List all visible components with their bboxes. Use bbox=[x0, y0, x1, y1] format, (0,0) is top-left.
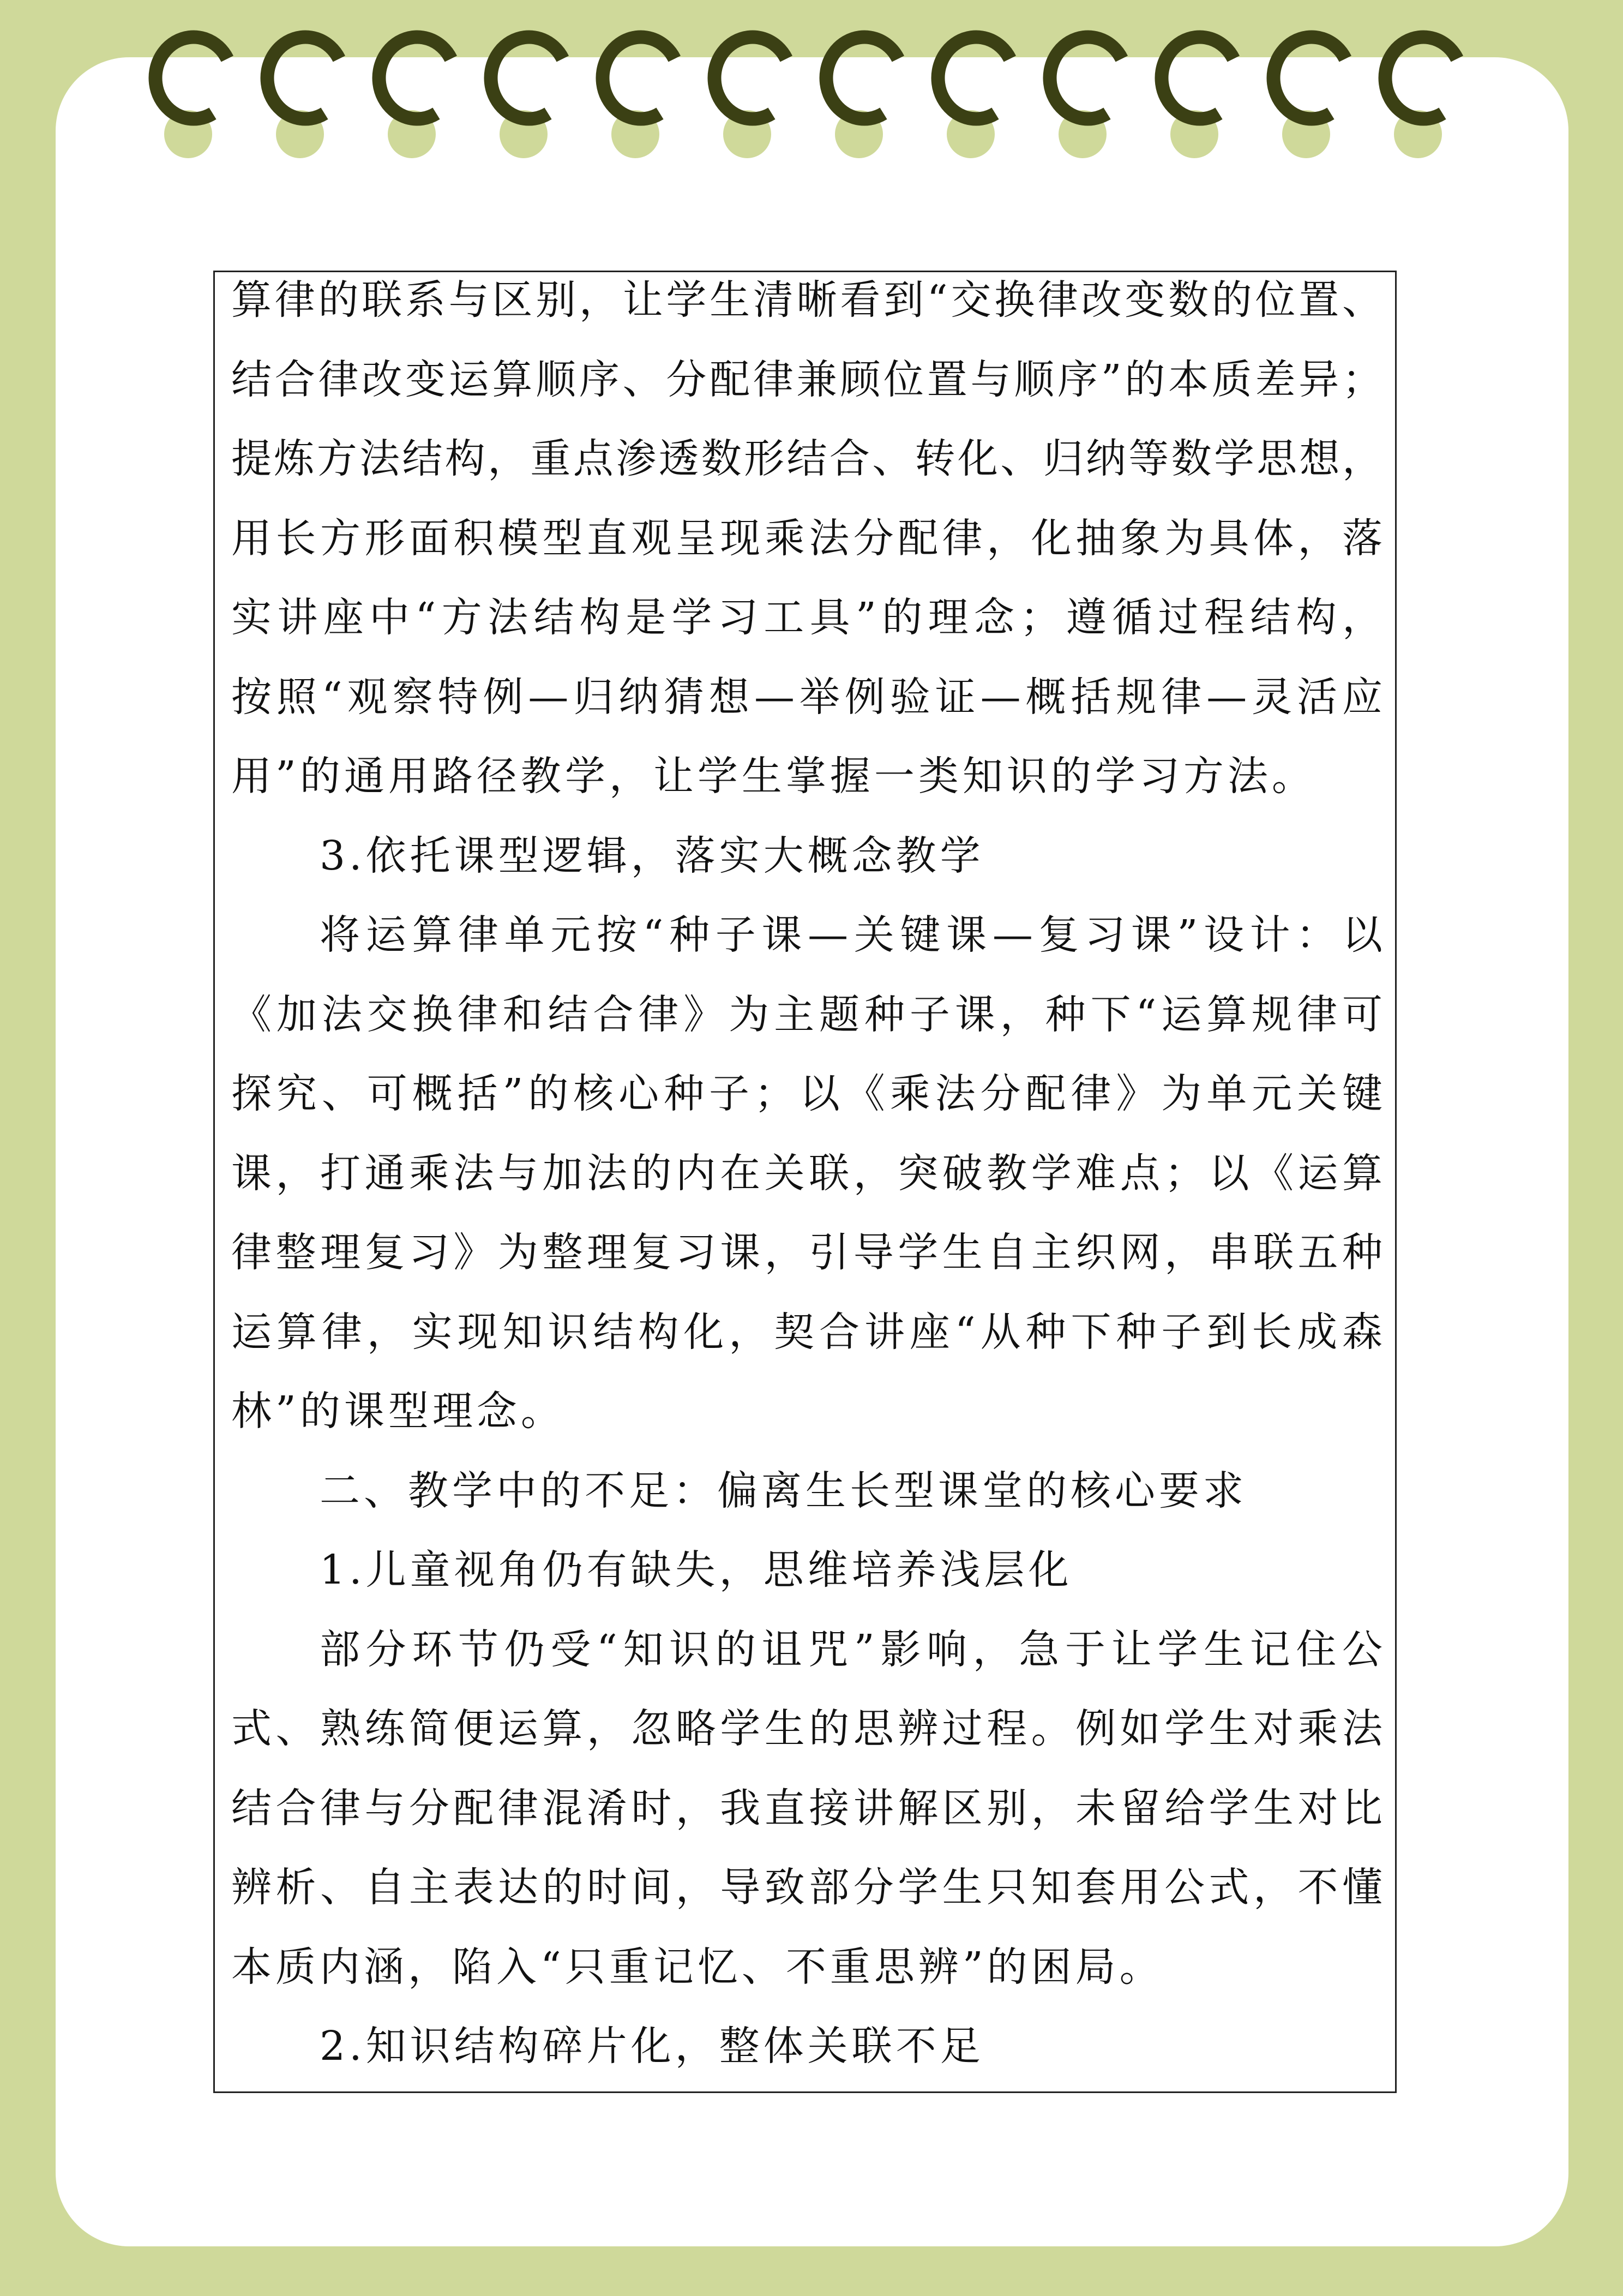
paragraph-line: 运算律，实现知识结构化，契合讲座“从种下种子到长成森 bbox=[231, 1308, 1382, 1356]
paragraph-line: 课，打通乘法与加法的内在关联，突破教学难点；以《运算 bbox=[231, 1149, 1382, 1197]
paragraph-line: 辨析、自主表达的时间，导致部分学生只知套用公式，不懂 bbox=[231, 1864, 1382, 1911]
binding-ring-icon bbox=[938, 37, 1010, 119]
paragraph-line: 按照“观察特例—归纳猜想—举例验证—概括规律—灵活应 bbox=[231, 673, 1382, 721]
binding-ring-icon bbox=[826, 37, 898, 119]
paragraph-line: 结合律与分配律混淆时，我直接讲解区别，未留给学生对比 bbox=[231, 1784, 1382, 1832]
paragraph-line: 用”的通用路径教学，让学生掌握一类知识的学习方法。 bbox=[231, 753, 1316, 800]
binding-ring-icon bbox=[1385, 37, 1457, 119]
paragraph-line: 探究、可概括”的核心种子；以《乘法分配律》为单元关键 bbox=[231, 1070, 1382, 1117]
paragraph-line: 《加法交换律和结合律》为主题种子课，种下“运算规律可 bbox=[231, 991, 1382, 1038]
paragraph-line: 用长方形面积模型直观呈现乘法分配律，化抽象为具体，落 bbox=[231, 514, 1382, 562]
paragraph-line: 将运算律单元按“种子课—关键课—复习课”设计：以 bbox=[320, 912, 1382, 958]
paragraph-line: 结合律改变运算顺序、分配律兼顾位置与顺序”的本质差异； bbox=[231, 356, 1382, 403]
binding-ring-icon bbox=[1162, 37, 1234, 119]
spiral-binding bbox=[0, 0, 1623, 175]
section-heading: 3.依托课型逻辑，落实大概念教学 bbox=[320, 832, 984, 879]
paragraph-line: 林”的课型理念。 bbox=[231, 1388, 565, 1435]
paragraph-line: 本质内涵，陷入“只重记忆、不重思辨”的困局。 bbox=[231, 1943, 1164, 1991]
section-heading: 2.知识结构碎片化，整体关联不足 bbox=[320, 2023, 984, 2070]
paragraph-line: 式、熟练简便运算，忽略学生的思辨过程。例如学生对乘法 bbox=[231, 1705, 1382, 1752]
binding-ring-icon bbox=[491, 37, 563, 119]
document-body bbox=[231, 261, 1382, 2087]
binding-ring-icon bbox=[1273, 37, 1345, 119]
paragraph-line: 部分环节仍受“知识的诅咒”影响，急于让学生记住公 bbox=[320, 1626, 1382, 1673]
binding-ring-icon bbox=[1050, 37, 1122, 119]
paragraph-line: 实讲座中“方法结构是学习工具”的理念；遵循过程结构， bbox=[231, 594, 1382, 641]
paragraph-line: 提炼方法结构，重点渗透数形结合、转化、归纳等数学思想， bbox=[231, 435, 1382, 482]
binding-ring-icon bbox=[155, 37, 227, 119]
binding-ring-icon bbox=[379, 37, 451, 119]
binding-ring-icon bbox=[603, 37, 675, 119]
section-heading: 1.儿童视角仍有缺失，思维培养浅层化 bbox=[320, 1546, 1073, 1593]
binding-ring-icon bbox=[267, 37, 339, 119]
paragraph-line: 算律的联系与区别，让学生清晰看到“交换律改变数的位置、 bbox=[231, 277, 1382, 323]
section-heading: 二、教学中的不足：偏离生长型课堂的核心要求 bbox=[320, 1467, 1247, 1514]
paragraph-line: 律整理复习》为整理复习课，引导学生自主织网，串联五种 bbox=[231, 1229, 1382, 1276]
binding-ring-icon bbox=[714, 37, 786, 119]
